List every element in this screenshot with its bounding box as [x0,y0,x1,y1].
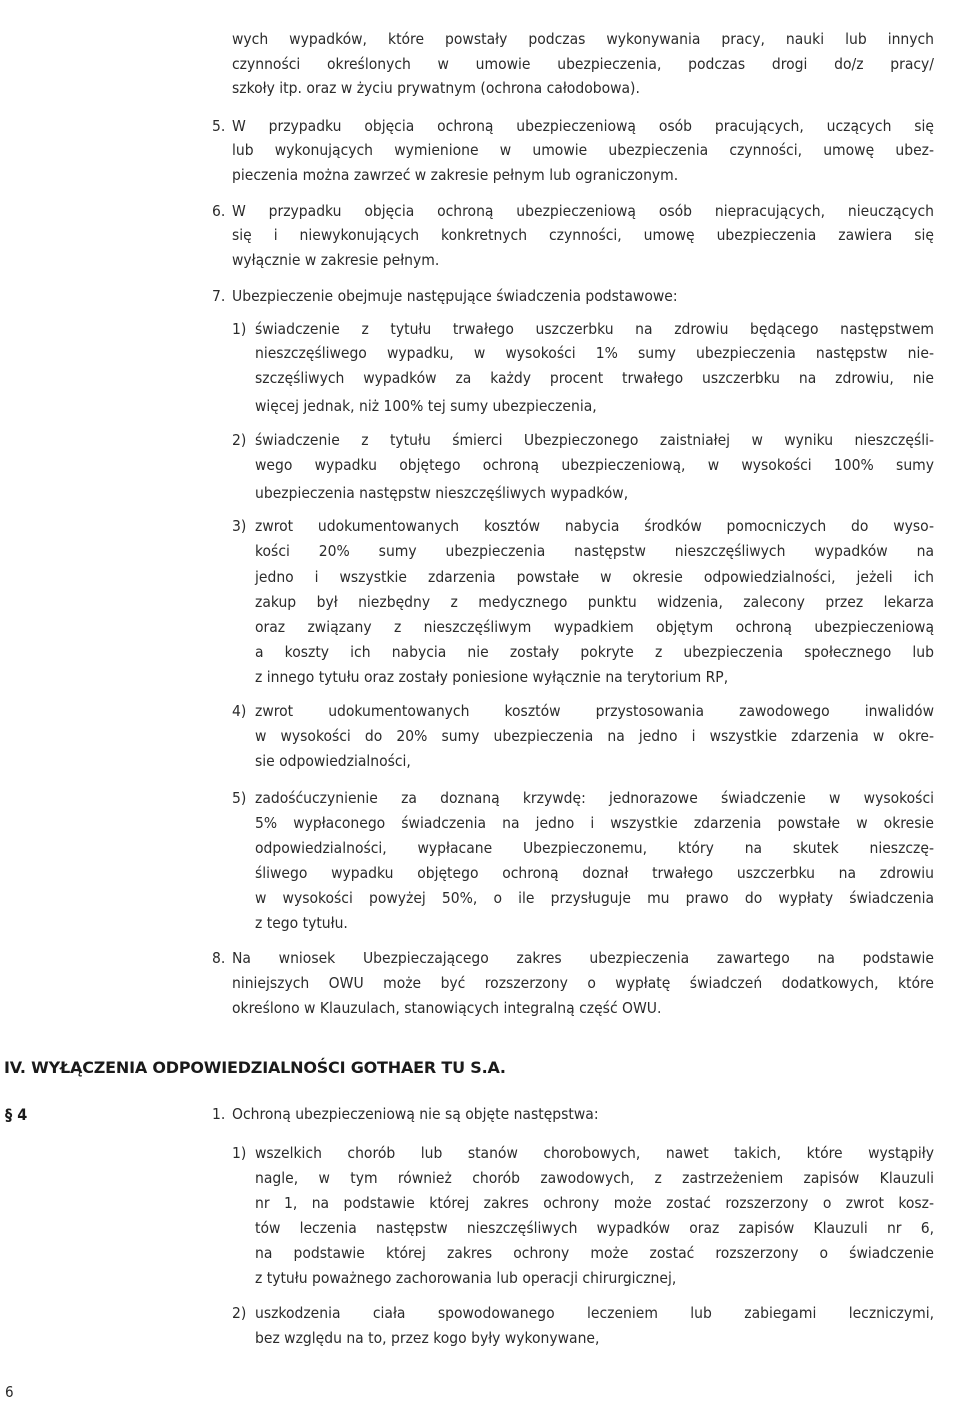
item-line: szczęśliwych wypadków za każdy procent trwałego uszczerbku na zdrowiu, nie [255,369,934,387]
point-number: 5. [212,117,226,135]
item-line: z innego tytułu oraz zostały poniesione wyłącznie na terytorium RP, [255,668,729,686]
section-symbol: § 4 [5,1105,28,1124]
item-line: wego wypadku objętego ochroną ubezpieczeniową, w wysokości 100% sumy [255,456,934,474]
item-line: nieszczęśliwego wypadku, w wysokości 1% sumy ubezpieczenia następstw nie- [255,344,934,362]
intro-line: szkoły itp. oraz w życiu prywatnym (ochrona całodobowa). [232,79,640,97]
point-7-line: Ubezpieczenie obejmuje następujące świadczenia podstawowe: [232,287,678,305]
point-number: 1. [212,1105,226,1123]
item-line: sie odpowiedzialności, [255,752,411,770]
point-8-line: określono w Klauzulach, stanowiących integralną część OWU. [232,999,662,1017]
point-6-line: W przypadku objęcia ochroną ubezpieczeniową osób niepracujących, nieuczących [232,202,934,220]
item-line: na podstawie której zakres ochrony może zostać rozszerzony o świadczenie [255,1244,934,1262]
item-line: nr 1, na podstawie której zakres ochrony może zostać rozszerzony o zwrot kosz- [255,1194,934,1212]
item-number: 2) [232,1304,247,1322]
point-6-line: się i niewykonujących konkretnych czynności, umowę ubezpieczenia zawiera się [232,226,934,244]
point-number: 7. [212,287,226,305]
item-line: 5% wypłaconego świadczenia na jedno i wszystkie zdarzenia powstałe w okresie [255,814,934,832]
item-line: z tytułu poważnego zachorowania lub operacji chirurgicznej, [255,1269,677,1287]
point-number: 8. [212,949,226,967]
item-line: a koszty ich nabycia nie zostały pokryte z ubezpieczenia społecznego lub [255,643,934,661]
item-line: jedno i wszystkie zdarzenia powstałe w okresie odpowiedzialności, jeżeli ich [255,568,934,586]
item-line: wszelkich chorób lub stanów chorobowych, nawet takich, które wystąpiły [255,1144,934,1162]
point-5-line: pieczenia można zawrzeć w zakresie pełnym lub ograniczonym. [232,166,679,184]
item-line: więcej jednak, niż 100% tej sumy ubezpieczenia, [255,397,597,415]
item-number: 1) [232,1144,247,1162]
item-line: zwrot udokumentowanych kosztów przystosowania zawodowego inwalidów [255,702,934,720]
item-line: zakup był niezbędny z medycznego punktu widzenia, zalecony przez lekarza [255,593,934,611]
point-5-line: lub wykonujących wymienione w umowie ubezpieczenia czynności, umowę ubez- [232,141,934,159]
item-line: uszkodzenia ciała spowodowanego leczeniem lub zabiegami leczniczymi, [255,1304,934,1322]
section-4-point-1-line: Ochroną ubezpieczeniową nie są objęte następstwa: [232,1105,599,1123]
item-line: kości 20% sumy ubezpieczenia następstw nieszczęśliwych wypadków na [255,542,934,560]
item-line: zadośćuczynienie za doznaną krzywdę: jednorazowe świadczenie w wysokości [255,789,934,807]
point-6-line: wyłącznie w zakresie pełnym. [232,251,440,269]
item-line: bez względu na to, przez kogo były wykonywane, [255,1329,600,1347]
item-number: 2) [232,431,247,449]
item-line: świadczenie z tytułu śmierci Ubezpieczonego zaistniałej w wyniku nieszczęśli- [255,431,934,449]
item-line: nagle, w tym również chorób zawodowych, z zastrzeżeniem zapisów Klauzuli [255,1169,934,1187]
item-line: świadczenie z tytułu trwałego uszczerbku na zdrowiu będącego następstwem [255,320,934,338]
item-line: w wysokości do 20% sumy ubezpieczenia na jedno i wszystkie zdarzenia w okre- [255,727,934,745]
point-8-line: Na wniosek Ubezpieczającego zakres ubezpieczenia zawartego na podstawie [232,949,934,967]
point-8-line: niniejszych OWU może być rozszerzony o wypłatę świadczeń dodatkowych, które [232,974,934,992]
item-line: zwrot udokumentowanych kosztów nabycia środków pomocniczych do wyso- [255,517,934,535]
item-line: odpowiedzialności, wypłacane Ubezpieczonemu, który na skutek nieszczę- [255,839,934,857]
item-line: ubezpieczenia następstw nieszczęśliwych wypadków, [255,484,629,502]
page-number: 6 [5,1383,14,1401]
intro-line: czynności określonych w umowie ubezpieczenia, podczas drogi do/z pracy/ [232,55,934,73]
item-line: w wysokości powyżej 50%, o ile przysługuje mu prawo do wypłaty świadczenia [255,889,934,907]
point-number: 6. [212,202,226,220]
item-line: z tego tytułu. [255,914,348,932]
item-line: oraz związany z nieszczęśliwym wypadkiem objętym ochroną ubezpieczeniową [255,618,934,636]
item-line: śliwego wypadku objętego ochroną doznał trwałego uszczerbku na zdrowiu [255,864,934,882]
intro-line: wych wypadków, które powstały podczas wykonywania pracy, nauki lub innych [232,30,934,48]
item-number: 3) [232,517,247,535]
item-number: 5) [232,789,247,807]
item-number: 1) [232,320,247,338]
section-heading: IV. WYŁĄCZENIA ODPOWIEDZIALNOŚCI GOTHAER TU S.A. [4,1058,506,1077]
point-5-line: W przypadku objęcia ochroną ubezpieczeniową osób pracujących, uczących się [232,117,934,135]
item-number: 4) [232,702,247,720]
item-line: tów leczenia następstw nieszczęśliwych wypadków oraz zapisów Klauzuli nr 6, [255,1219,934,1237]
